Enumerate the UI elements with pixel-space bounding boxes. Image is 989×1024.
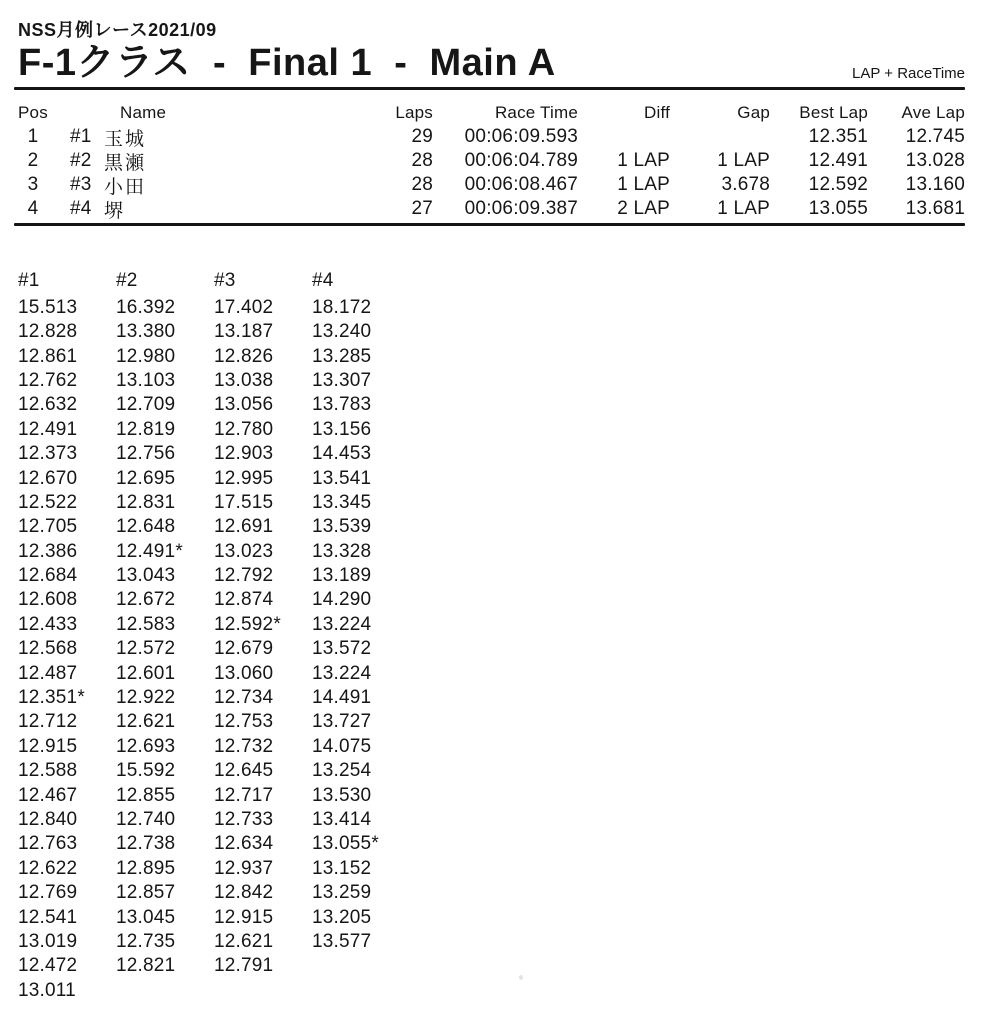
event-title: NSS月例レース2021/09: [18, 20, 217, 40]
lap-time-cell: 13.380: [116, 321, 176, 343]
lap-time-cell: 12.821: [116, 955, 176, 977]
result-best-lap: 12.491: [808, 150, 868, 172]
lap-row: [18, 809, 989, 833]
lap-row: [18, 443, 989, 467]
lap-row: [18, 468, 989, 492]
result-diff: 1 LAP: [617, 150, 670, 172]
result-car: #1: [70, 126, 92, 148]
result-best-lap: 12.592: [808, 174, 868, 196]
lap-time-cell: 12.684: [18, 565, 78, 587]
lap-row: [18, 687, 989, 711]
lap-time-cell: 12.583: [116, 613, 176, 635]
title-row: [18, 43, 965, 85]
lap-time-cell: 12.738: [116, 833, 176, 855]
result-car: #3: [70, 174, 92, 196]
result-row: [18, 196, 965, 220]
lap-time-cell: 13.727: [312, 711, 372, 733]
lap-time-cell: 12.762: [18, 369, 78, 391]
lap-time-cell: 12.733: [214, 809, 274, 830]
lap-time-cell: 12.672: [116, 589, 176, 611]
lap-time-cell: 12.386: [18, 540, 78, 562]
lap-row: [18, 955, 989, 979]
lap-time-cell: 13.019: [18, 930, 78, 952]
result-gap: 1 LAP: [717, 198, 770, 220]
lap-time-cell: 13.328: [312, 540, 372, 562]
lap-row: [18, 370, 989, 394]
lap-time-cell: 12.645: [214, 760, 274, 782]
lap-time-cell: 13.156: [312, 418, 372, 440]
lap-time-cell: 13.285: [312, 345, 372, 367]
lap-time-cell: 12.572: [116, 638, 176, 660]
lap-row: [18, 614, 989, 638]
lap-time-cell: 15.513: [18, 296, 78, 318]
lap-time-cell: 13.530: [312, 784, 372, 806]
lap-time-cell: 13.783: [312, 394, 372, 416]
result-ave-lap: 13.028: [905, 150, 965, 172]
lap-time-cell: 12.769: [18, 882, 78, 904]
lap-time-cell: 12.735: [116, 930, 176, 952]
lap-time-cell: 12.601: [116, 662, 176, 684]
lap-time-cell: 16.392: [116, 296, 176, 318]
lap-time-cell: 12.522: [18, 491, 78, 513]
lap-time-cell: 12.874: [214, 589, 274, 611]
lap-time-cell: 12.351*: [18, 687, 85, 709]
result-laps: 28: [411, 150, 433, 172]
result-row: [18, 172, 965, 196]
lap-row: [18, 907, 989, 931]
results-header-gap: Gap: [737, 102, 770, 122]
lap-time-cell: 12.780: [214, 418, 274, 440]
lap-time-cell: 13.038: [214, 369, 274, 391]
lap-time-cell: 12.732: [214, 735, 274, 757]
lap-row: [18, 638, 989, 662]
result-diff: 1 LAP: [617, 174, 670, 196]
lap-time-cell: 12.734: [214, 687, 274, 709]
result-laps: 29: [411, 126, 433, 148]
result-race-time: 00:06:09.593: [464, 126, 578, 148]
results-header-laps: Laps: [395, 102, 433, 122]
result-ave-lap: 13.160: [905, 174, 965, 196]
lap-time-cell: 12.995: [214, 467, 274, 489]
lap-row: [18, 419, 989, 443]
lap-time-cell: 12.679: [214, 638, 274, 660]
result-row: [18, 148, 965, 172]
result-name: 堺: [104, 200, 126, 222]
lap-row: [18, 394, 989, 418]
lap-time-cell: 12.588: [18, 760, 78, 782]
lap-column-header: #3: [214, 269, 236, 291]
lap-time-cell: 12.819: [116, 418, 176, 440]
lap-time-cell: 13.056: [214, 394, 274, 416]
lap-row: [18, 931, 989, 955]
lap-time-cell: 12.840: [18, 809, 78, 830]
lap-time-cell: 13.060: [214, 662, 274, 684]
results-header-ave-lap: Ave Lap: [901, 102, 965, 122]
lap-time-cell: 12.621: [214, 930, 274, 952]
result-gap: 1 LAP: [717, 150, 770, 172]
lap-time-cell: 13.224: [312, 662, 372, 684]
lap-time-cell: 12.634: [214, 833, 274, 855]
lap-time-cell: 12.792: [214, 565, 274, 587]
lap-time-cell: 13.055*: [312, 833, 379, 855]
lap-time-cell: 12.433: [18, 613, 78, 635]
lap-time-cell: 12.373: [18, 443, 78, 465]
results-header-pos: Pos: [18, 102, 48, 122]
lap-row: [18, 833, 989, 857]
lap-time-cell: 12.592*: [214, 613, 281, 635]
lap-rows: [18, 297, 989, 1004]
result-car: #4: [70, 198, 92, 220]
race-title: F-1クラス - Final 1 - Main A: [18, 42, 556, 84]
lap-time-cell: 12.791: [214, 955, 274, 977]
lap-row: [18, 736, 989, 760]
lap-time-cell: 12.857: [116, 882, 176, 904]
scan-artifact: [519, 975, 523, 980]
lap-time-cell: 13.307: [312, 369, 372, 391]
results-header-name: Name: [120, 102, 167, 122]
lap-time-cell: 12.756: [116, 443, 176, 465]
result-name: 玉城: [104, 128, 147, 150]
lap-time-cell: 12.648: [116, 516, 176, 538]
lap-row: [18, 760, 989, 784]
lap-time-cell: 12.712: [18, 711, 78, 733]
lap-time-cell: 13.577: [312, 930, 372, 952]
result-name: 黒瀬: [104, 152, 147, 174]
lap-time-cell: 12.937: [214, 857, 274, 879]
lap-time-cell: [116, 980, 214, 1004]
result-car: #2: [70, 150, 92, 172]
lap-row: [18, 858, 989, 882]
lap-time-cell: 13.045: [116, 906, 176, 928]
lap-time-cell: 12.903: [214, 443, 274, 465]
result-best-lap: 12.351: [808, 126, 868, 148]
lap-time-cell: 12.541: [18, 906, 78, 928]
result-gap: 3.678: [721, 174, 770, 196]
lap-time-cell: 12.467: [18, 784, 78, 806]
result-race-time: 00:06:08.467: [464, 174, 578, 196]
results-header-best-lap: Best Lap: [799, 102, 868, 122]
lap-time-cell: 12.491*: [116, 540, 183, 562]
lap-time-cell: 13.539: [312, 516, 372, 538]
lap-time-cell: 12.915: [214, 906, 274, 928]
lap-time-cell: 12.709: [116, 394, 176, 416]
lap-times-table: [18, 270, 989, 1004]
lap-time-cell: 12.487: [18, 662, 78, 684]
sheet-header: [0, 0, 989, 85]
lap-time-cell: 13.189: [312, 565, 372, 587]
lap-time-cell: 13.541: [312, 467, 372, 489]
lap-time-cell: 12.693: [116, 735, 176, 757]
lap-time-cell: 13.572: [312, 638, 372, 660]
result-name: 小田: [104, 176, 147, 198]
lap-time-cell: 12.608: [18, 589, 78, 611]
lap-time-cell: 13.240: [312, 321, 372, 343]
lap-column-header: #1: [18, 269, 40, 291]
lap-time-cell: 15.592: [116, 760, 176, 782]
lap-time-cell: 18.172: [312, 296, 372, 318]
lap-time-cell: [312, 980, 410, 1004]
lap-time-cell: 14.491: [312, 687, 372, 709]
lap-time-cell: 14.075: [312, 735, 372, 757]
lap-row: [18, 711, 989, 735]
results-header-race-time: Race Time: [494, 102, 578, 122]
lap-time-cell: 12.826: [214, 345, 274, 367]
lap-time-cell: 12.621: [116, 711, 176, 733]
result-pos: 2: [27, 150, 39, 172]
lap-time-cell: 12.753: [214, 711, 274, 733]
lap-time-cell: 12.831: [116, 491, 176, 513]
lap-time-cell: 13.152: [312, 857, 372, 879]
lap-time-cell: 12.915: [18, 735, 78, 757]
lap-time-cell: 13.259: [312, 882, 372, 904]
lap-time-cell: 12.691: [214, 516, 274, 538]
lap-time-cell: 13.254: [312, 760, 372, 782]
lap-time-cell: 13.103: [116, 369, 176, 391]
lap-row: [18, 785, 989, 809]
lap-row: [18, 565, 989, 589]
result-ave-lap: 12.745: [905, 126, 965, 148]
lap-time-cell: 13.205: [312, 906, 372, 928]
result-race-time: 00:06:04.789: [464, 150, 578, 172]
lap-time-cell: 12.861: [18, 345, 78, 367]
results-header-row: [18, 102, 965, 124]
lap-time-cell: 12.828: [18, 321, 78, 343]
lap-table-header-row: [18, 270, 989, 297]
lap-time-cell: 13.345: [312, 491, 372, 513]
lap-time-cell: 12.472: [18, 955, 78, 977]
lap-time-cell: 12.922: [116, 687, 176, 709]
divider-top: [14, 87, 965, 90]
lap-time-cell: 12.740: [116, 809, 176, 830]
results-rows: [18, 124, 965, 220]
lap-time-cell: 17.402: [214, 296, 274, 318]
lap-row: [18, 516, 989, 540]
result-row: [18, 124, 965, 148]
lap-time-cell: 12.717: [214, 784, 274, 806]
lap-time-cell: 12.705: [18, 516, 78, 538]
lap-row: [18, 297, 989, 321]
lap-time-cell: 12.632: [18, 394, 78, 416]
lap-time-cell: 12.855: [116, 784, 176, 806]
result-race-time: 00:06:09.387: [464, 198, 578, 220]
lap-row: [18, 980, 989, 1004]
lap-time-cell: 12.670: [18, 467, 78, 489]
lap-row: [18, 663, 989, 687]
lap-time-cell: 13.187: [214, 321, 274, 343]
lap-row: [18, 492, 989, 516]
lap-time-cell: 17.515: [214, 491, 274, 513]
divider-bottom: [14, 223, 965, 226]
lap-row: [18, 346, 989, 370]
lap-time-cell: 13.023: [214, 540, 274, 562]
result-pos: 3: [27, 174, 39, 196]
result-diff: 2 LAP: [617, 198, 670, 220]
lap-time-cell: 14.453: [312, 443, 372, 465]
lap-time-cell: 13.043: [116, 565, 176, 587]
lap-time-cell: 13.414: [312, 809, 372, 830]
result-laps: 27: [411, 198, 433, 220]
lap-time-cell: [214, 980, 312, 1004]
lap-time-cell: 12.568: [18, 638, 78, 660]
lap-time-cell: [312, 955, 410, 979]
lap-time-cell: 13.224: [312, 613, 372, 635]
result-best-lap: 13.055: [808, 198, 868, 220]
lap-time-cell: 13.011: [18, 979, 76, 1001]
lap-column-header: #2: [116, 269, 138, 291]
lap-time-cell: 12.622: [18, 857, 78, 879]
lap-time-cell: 14.290: [312, 589, 372, 611]
lap-row: [18, 589, 989, 613]
result-pos: 1: [27, 126, 39, 148]
lap-time-cell: 12.842: [214, 882, 274, 904]
result-ave-lap: 13.681: [905, 198, 965, 220]
results-table: [18, 102, 965, 220]
lap-time-cell: 12.491: [18, 418, 78, 440]
lap-time-cell: 12.763: [18, 833, 78, 855]
lap-column-header: #4: [312, 269, 334, 291]
lap-time-cell: 12.695: [116, 467, 176, 489]
lap-row: [18, 882, 989, 906]
results-header-diff: Diff: [644, 102, 670, 122]
timing-mode-label: LAP + RaceTime: [852, 64, 965, 82]
lap-row: [18, 541, 989, 565]
result-pos: 4: [27, 198, 39, 220]
result-laps: 28: [411, 174, 433, 196]
lap-row: [18, 321, 989, 345]
lap-time-cell: 12.895: [116, 857, 176, 879]
lap-time-cell: 12.980: [116, 345, 176, 367]
